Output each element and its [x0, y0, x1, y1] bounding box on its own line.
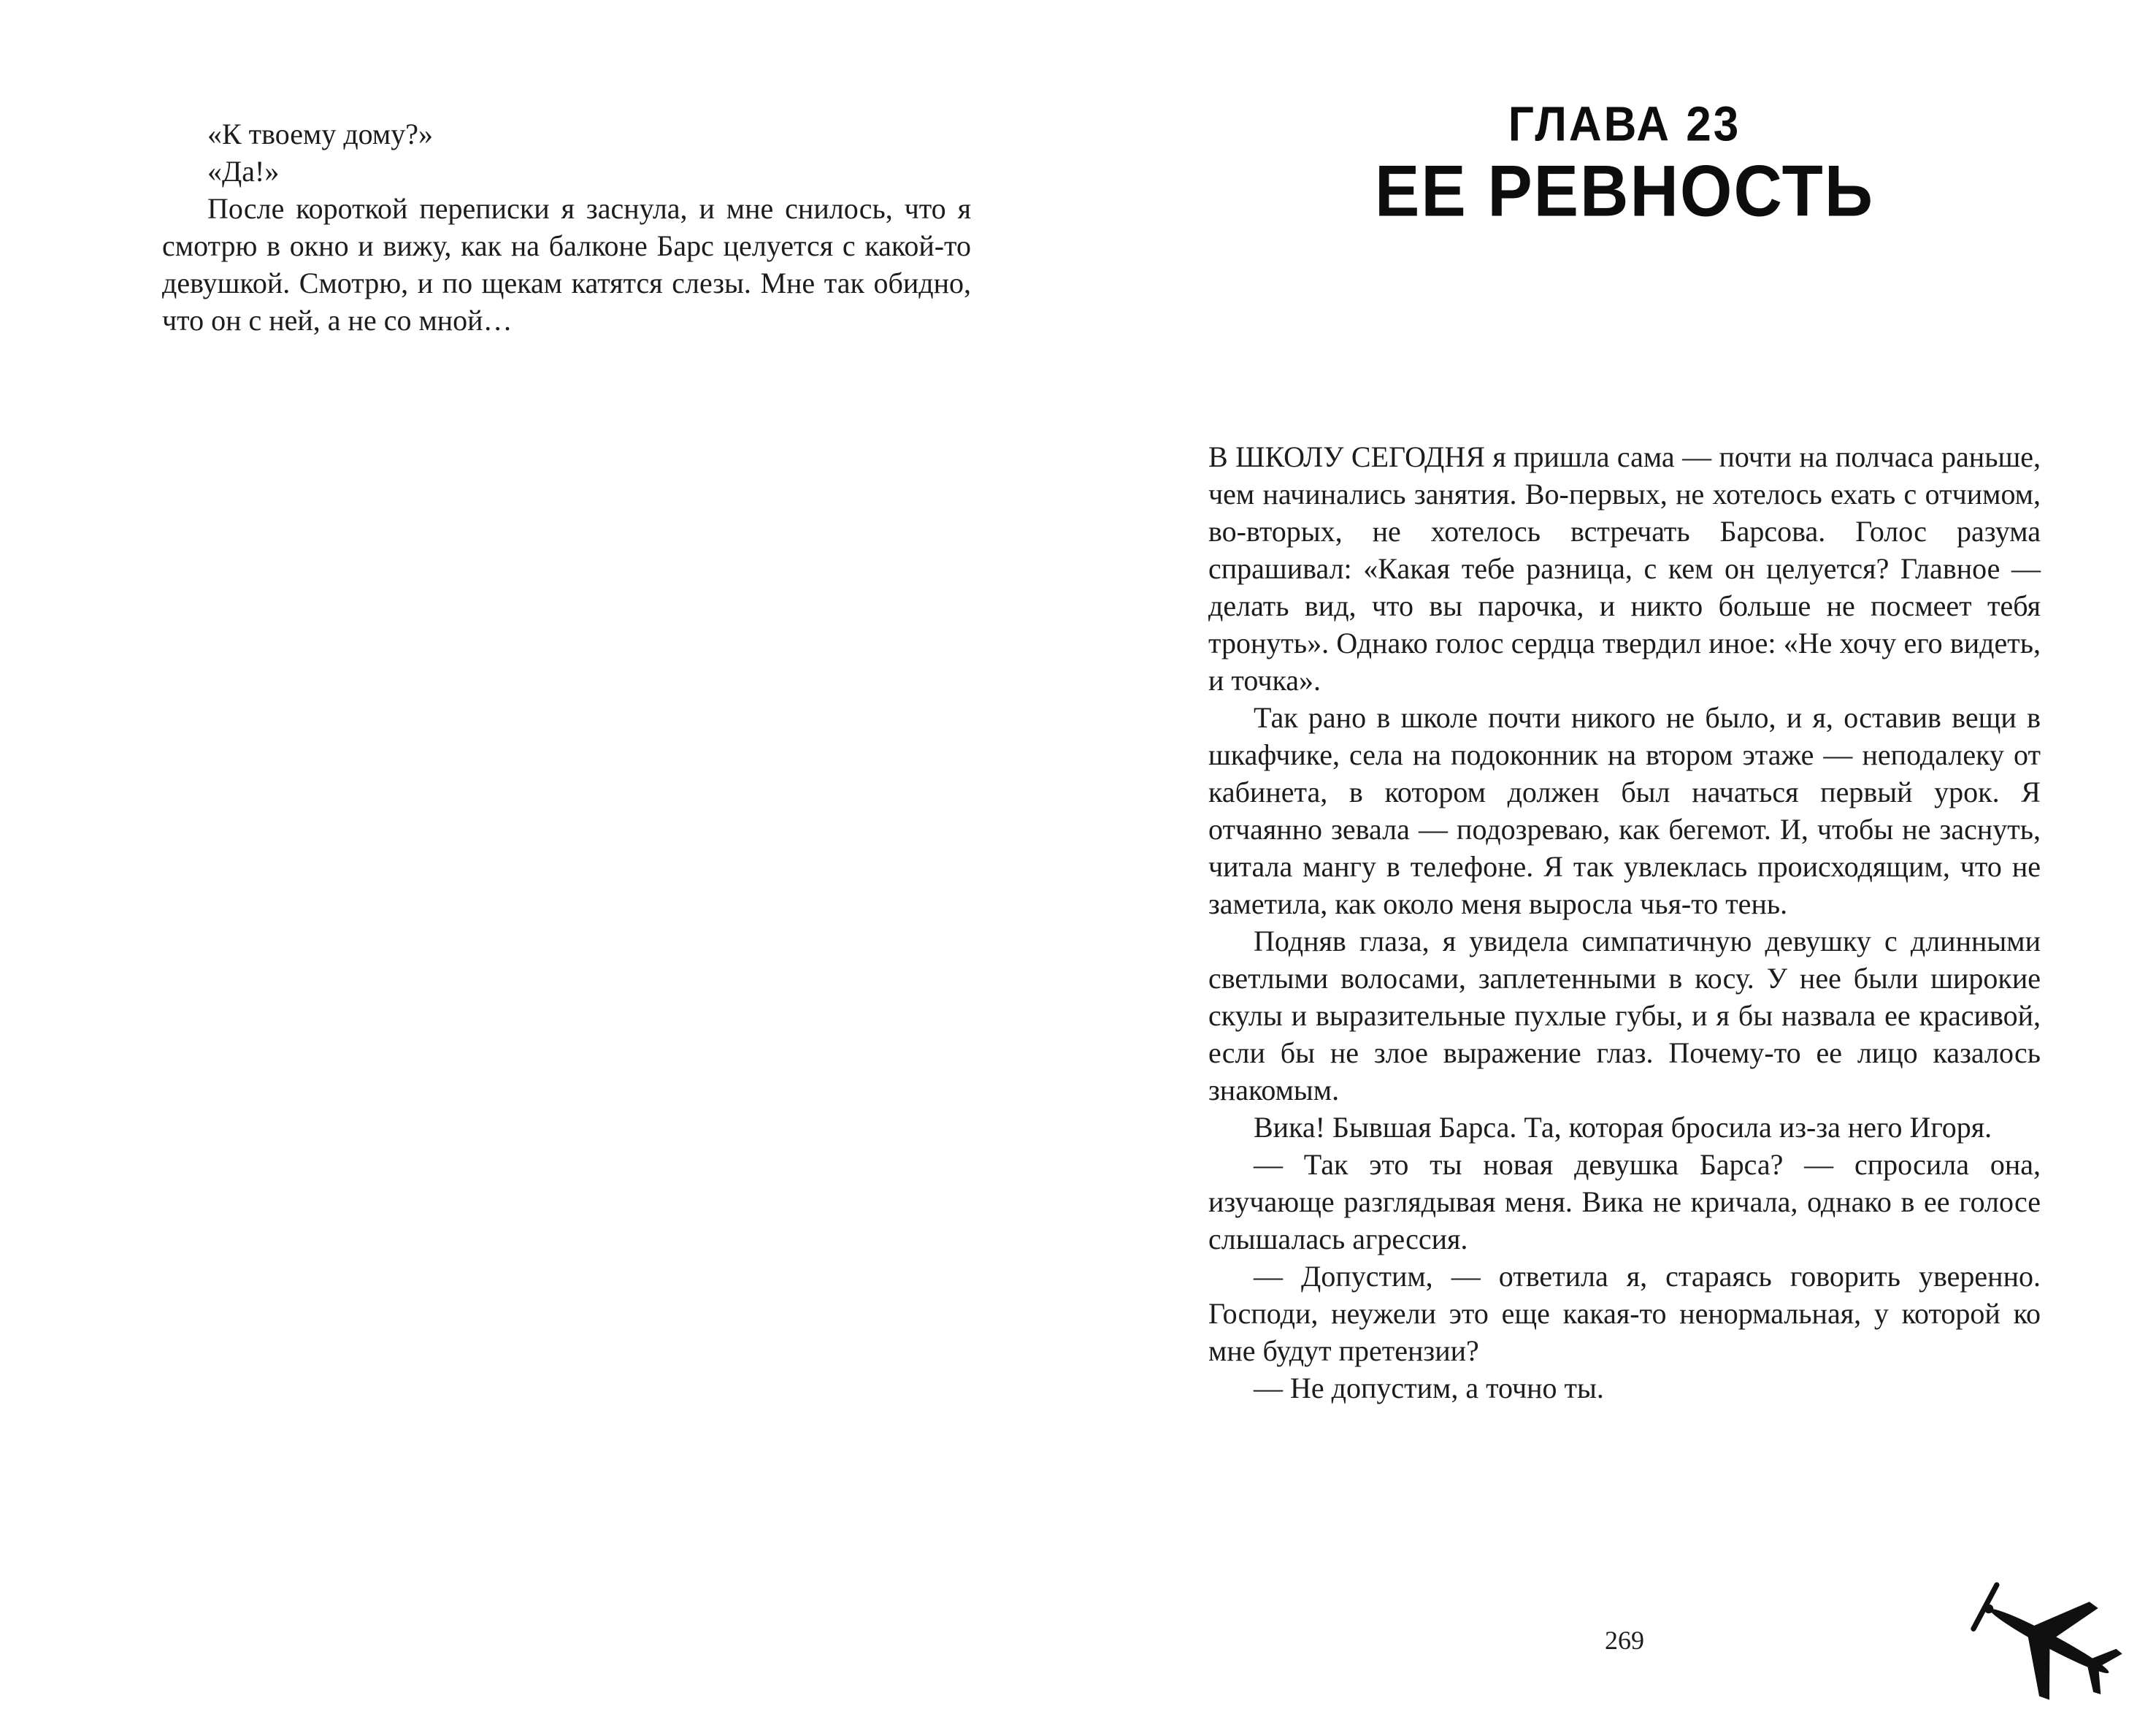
fighter-plane-icon	[1964, 1570, 2132, 1709]
chapter-title: ЕЕ РЕВНОСТЬ	[1375, 150, 1874, 232]
chapter-heading	[1208, 97, 2041, 232]
page-number: 269	[1605, 1626, 1644, 1655]
left-page-paragraph: «Да!»	[207, 155, 280, 188]
left-page-paragraph: «К твоему дому?»	[207, 118, 433, 150]
right-page-paragraph: — Допустим, — ответила я, стараясь говорить уверенно. Господи, неужели это еще какая-то ненормальная, у которой ко мне будут претензии?	[1208, 1260, 2041, 1367]
right-page-paragraph: — Так это ты новая девушка Барса? — спросила она, изучающе разглядывая меня. Вика не кричала, однако в ее голосе слышалась агрессия.	[1208, 1148, 2041, 1255]
left-page-paragraph: После короткой переписки я заснула, и мне снилось, что я смотрю в окно и вижу, как на балконе Барс целуется с какой-то девушкой. Смотрю, и по щекам катятся слезы. Мне так обидно, что он с ней, а не со мной…	[162, 192, 971, 337]
right-page-paragraph: Так рано в школе почти никого не было, и я, оставив вещи в шкафчике, села на подоконник на втором этаже — неподалеку от кабинета, в котором должен был начаться первый урок. Я отчаянно зевала — подозреваю, как бегемот. И, чтобы не заснуть, читала мангу в телефоне. Я так увлеклась происходящим, что не заметила, как около меня выросла чья-то тень.	[1208, 701, 2041, 920]
right-page-paragraph: В ШКОЛУ СЕГОДНЯ я пришла сама — почти на полчаса раньше, чем начинались занятия. Во-первых, не хотелось ехать с отчимом, во-вторых, не хотелось встречать Барсова. Голос разума спрашивал: «Какая тебе разница, с кем он целуется? Главное — делать вид, что вы парочка, и никто больше не посмеет тебя тронуть». Однако голос сердца твердил иное: «Не хочу его видеть, и точка».	[1208, 440, 2041, 697]
right-page-text-block	[1208, 438, 2041, 1407]
chapter-number-label: ГЛАВА 23	[1508, 97, 1741, 152]
right-page-paragraph: Подняв глаза, я увидела симпатичную девушку с длинными светлыми волосами, заплетенными в косу. У нее были широкие скулы и выразительные пухлые губы, и я бы назвала ее красивой, если бы не злое выражение глаз. Почему-то ее лицо казалось знакомым.	[1208, 925, 2041, 1106]
right-page-paragraph: Вика! Бывшая Барса. Та, которая бросила из-за него Игоря.	[1254, 1111, 1992, 1144]
right-page-paragraph: — Не допустим, а точно ты.	[1254, 1372, 1604, 1404]
left-page-text-block	[162, 115, 971, 339]
